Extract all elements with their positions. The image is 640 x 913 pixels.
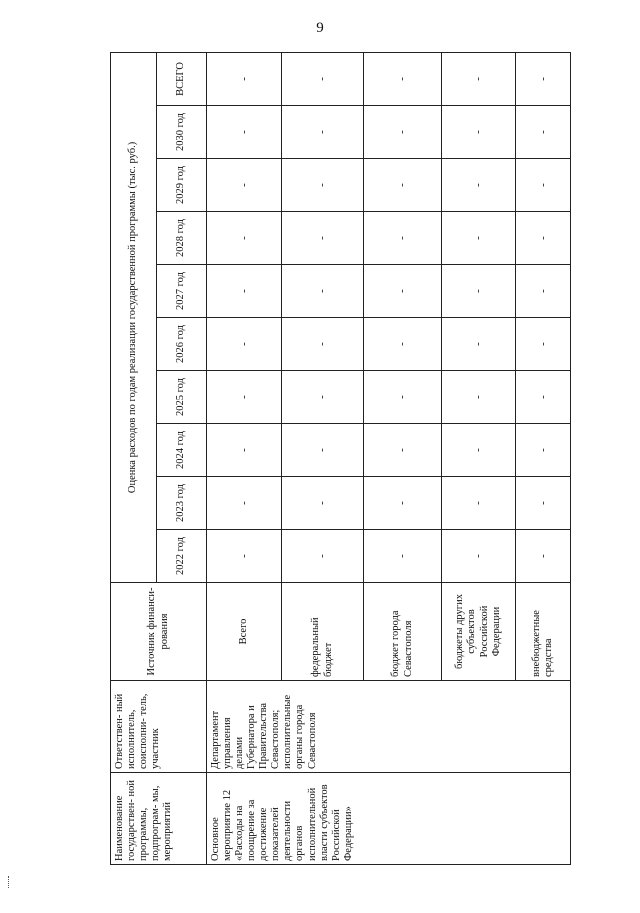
value-cell: - <box>207 159 282 212</box>
header-year: 2024 год <box>157 424 207 477</box>
value-cell: - <box>364 318 442 371</box>
header-year: 2029 год <box>157 159 207 212</box>
value-cell: - <box>442 371 516 424</box>
value-cell: - <box>442 52 516 105</box>
value-cell: - <box>442 212 516 265</box>
header-year: 2026 год <box>157 318 207 371</box>
table-row <box>207 0 282 865</box>
value-cell: - <box>207 106 282 159</box>
value-cell: - <box>442 159 516 212</box>
source-cell: федеральный бюджет <box>282 583 364 681</box>
value-cell: - <box>364 212 442 265</box>
value-cell: - <box>442 530 516 583</box>
value-cell: - <box>282 212 364 265</box>
header-year: 2027 год <box>157 265 207 318</box>
source-cell: внебюджетные средства <box>516 583 571 681</box>
header-year: 2023 год <box>157 477 207 530</box>
value-cell: - <box>282 265 364 318</box>
budget-table <box>110 0 571 865</box>
budget-table-rotated <box>110 60 554 865</box>
value-cell: - <box>364 159 442 212</box>
header-group-title: Оценка расходов по годам реализации государственной программы (тыс. руб.) <box>111 52 157 582</box>
value-cell: - <box>207 424 282 477</box>
header-year: 2028 год <box>157 212 207 265</box>
value-cell: - <box>207 530 282 583</box>
value-cell: - <box>282 477 364 530</box>
value-cell: - <box>282 530 364 583</box>
margin-mark <box>8 876 11 888</box>
value-cell: - <box>516 106 571 159</box>
value-cell: - <box>364 530 442 583</box>
header-responsible: Ответствен- ный исполнитель, соисполни- тель, участник <box>111 681 207 773</box>
value-cell: - <box>364 52 442 105</box>
header-year: 2030 год <box>157 106 207 159</box>
value-cell: - <box>364 424 442 477</box>
value-cell: - <box>516 159 571 212</box>
value-cell: - <box>282 159 364 212</box>
value-cell: - <box>442 424 516 477</box>
value-cell: - <box>364 106 442 159</box>
value-cell: - <box>516 265 571 318</box>
header-source: Источник финанси- рования <box>111 583 207 681</box>
header-name: Наименование государствен- ной программы, подпрограм- мы, мероприятий <box>111 773 207 865</box>
value-cell: - <box>207 212 282 265</box>
value-cell: - <box>207 265 282 318</box>
value-cell: - <box>207 477 282 530</box>
value-cell: - <box>516 212 571 265</box>
value-cell: - <box>282 52 364 105</box>
header-row-1 <box>111 0 157 865</box>
header-year: 2022 год <box>157 530 207 583</box>
value-cell: - <box>282 318 364 371</box>
measure-name: Основное мероприятие 12 «Расходы на поощрение за достижение показателей деятельности органов исполнительной власти субъектов Российской Федерации» <box>207 773 571 865</box>
value-cell: - <box>442 106 516 159</box>
value-cell: - <box>442 477 516 530</box>
header-year: 2025 год <box>157 371 207 424</box>
header-total: ВСЕГО <box>157 52 207 105</box>
value-cell: - <box>516 52 571 105</box>
value-cell: - <box>207 52 282 105</box>
page-number: 9 <box>316 20 324 36</box>
source-cell: бюджеты других субъектов Российской Федерации <box>442 583 516 681</box>
value-cell: - <box>516 477 571 530</box>
value-cell: - <box>442 265 516 318</box>
value-cell: - <box>364 265 442 318</box>
value-cell: - <box>364 477 442 530</box>
value-cell: - <box>516 530 571 583</box>
source-cell: бюджет города Севастополя <box>364 583 442 681</box>
value-cell: - <box>364 371 442 424</box>
value-cell: - <box>442 318 516 371</box>
value-cell: - <box>516 371 571 424</box>
value-cell: - <box>282 371 364 424</box>
source-cell: Всего <box>207 583 282 681</box>
value-cell: - <box>207 318 282 371</box>
value-cell: - <box>282 424 364 477</box>
value-cell: - <box>516 318 571 371</box>
responsible-executor: Департамент управления делами Губернатора и Правительства Севастополя; исполнительные органы города Севастополя <box>207 681 571 773</box>
value-cell: - <box>516 424 571 477</box>
value-cell: - <box>282 106 364 159</box>
value-cell: - <box>207 371 282 424</box>
